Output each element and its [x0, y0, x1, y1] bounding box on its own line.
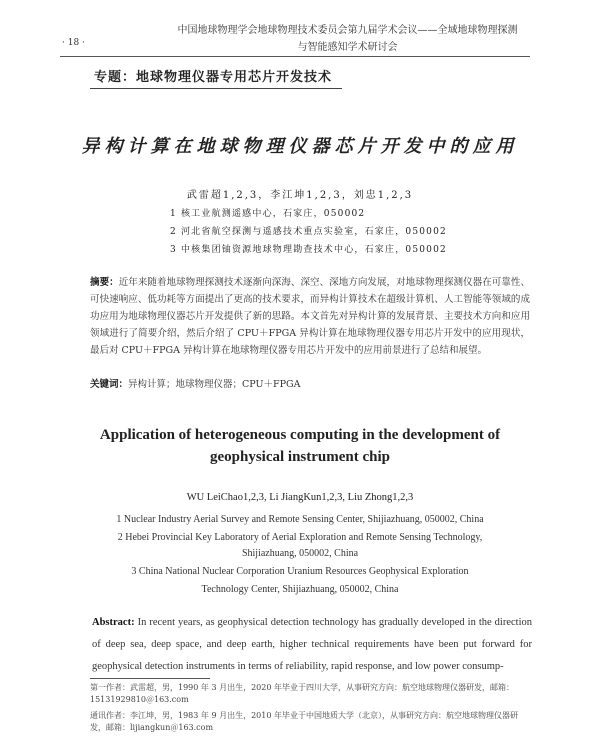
keywords-cn-text: 异构计算；地球物理仪器；CPU＋FPGA [128, 379, 301, 390]
running-header [40, 18, 565, 52]
keywords-chinese [90, 376, 530, 390]
title-english [0, 424, 600, 468]
affiliation-en-2-line-2: Shijiazhuang, 050002, China [241, 548, 359, 559]
running-title-line-2: 与智能感知学术研讨会 [297, 42, 398, 53]
keywords-cn-label: 关键词： [90, 379, 129, 390]
abstract-cn-text: 近年来随着地球物理探测技术逐渐向深海、深空、深地方向发展，对地球物理探测仪器在可靠性、可快速响应、低功耗等方面提出了更高的技术要求，而异构计算技术在超级计算机、人工智能等领域的成功应用为地球物理仪器芯片开发提供了新的思路。本文首先对异构计算的发展背景、主要技术方向和应用领域进行了简要介绍，然后介绍了 CPU＋FPGA 异构计算在地球物理仪器专用芯片开发中的应用现状，最后对 CPU＋FPGA 异构计算在地球物理仪器专用芯片开发中的应用前景进行了总结和展望。 [90, 277, 530, 356]
running-title [130, 22, 565, 56]
special-topic-heading: 专题：地球物理仪器专用芯片开发技术 [90, 66, 342, 89]
abstract-en-text: In recent years, as geophysical detection technology has gradually developed in the direction of deep sea, deep space, and deep earth, higher technical requirements have been put forward for geophysical detection instruments in terms of reliability, rapid response, and low power consump- [92, 617, 532, 672]
affiliation-en-1: 1 Nuclear Industry Aerial Survey and Remote Sensing Center, Shijiazhuang, 050002, China [116, 514, 484, 525]
running-title-line-1: 中国地球物理学会地球物理技术委员会第九届学术会议——全域地球物理探测 [177, 25, 518, 36]
affiliation-cn-3: 3 中核集团铀资源地球物理勘查技术中心，石家庄，050002 [170, 245, 447, 255]
abstract-english [92, 612, 532, 678]
affiliation-en-2-line-1: 2 Hebei Provincial Key Laboratory of Aerial Exploration and Remote Sensing Technology, [117, 532, 483, 543]
affiliation-cn-1: 1 核工业航测遥感中心，石家庄，050002 [170, 209, 366, 219]
footnote-first-author: 第一作者：武雷超，男，1990 年 3 月出生，2020 年毕业于四川大学，从事研究方向：航空地球物理仪器研发，邮箱：15131929810＠163.com [90, 683, 514, 704]
page-number: · 18 · [62, 38, 85, 48]
footnote-corresponding-author: 通讯作者：李江坤，男，1983 年 9 月出生，2010 年毕业于中国地质大学（北京），从事研究方向：航空地球物理仪器研发，邮箱：lijiangkun＠163.com [90, 711, 518, 732]
abstract-en-label: Abstract: [92, 617, 135, 628]
authors-english: WU LeiChao1,2,3, Li JiangKun1,2,3, Liu Zhong1,2,3 [186, 492, 414, 503]
affiliation-cn-2: 2 河北省航空探测与遥感技术重点实验室，石家庄，050002 [170, 227, 447, 237]
title-chinese: 异构计算在地球物理仪器芯片开发中的应用 [81, 136, 519, 157]
title-en-line-1: Application of heterogeneous computing in the development of [99, 427, 501, 443]
affiliation-en-3-line-2: Technology Center, Shijiazhuang, 050002, China [201, 584, 399, 595]
abstract-cn-label: 摘要： [90, 277, 119, 288]
authors-chinese: 武雷超1,2,3，李江坤1,2,3，刘忠1,2,3 [186, 190, 414, 201]
title-en-line-2: geophysical instrument chip [209, 449, 390, 465]
abstract-chinese [90, 274, 530, 359]
affiliation-en-3-line-1: 3 China National Nuclear Corporation Uranium Resources Geophysical Exploration [131, 566, 469, 577]
header-rule [60, 56, 530, 57]
footnote-rule [90, 678, 210, 679]
